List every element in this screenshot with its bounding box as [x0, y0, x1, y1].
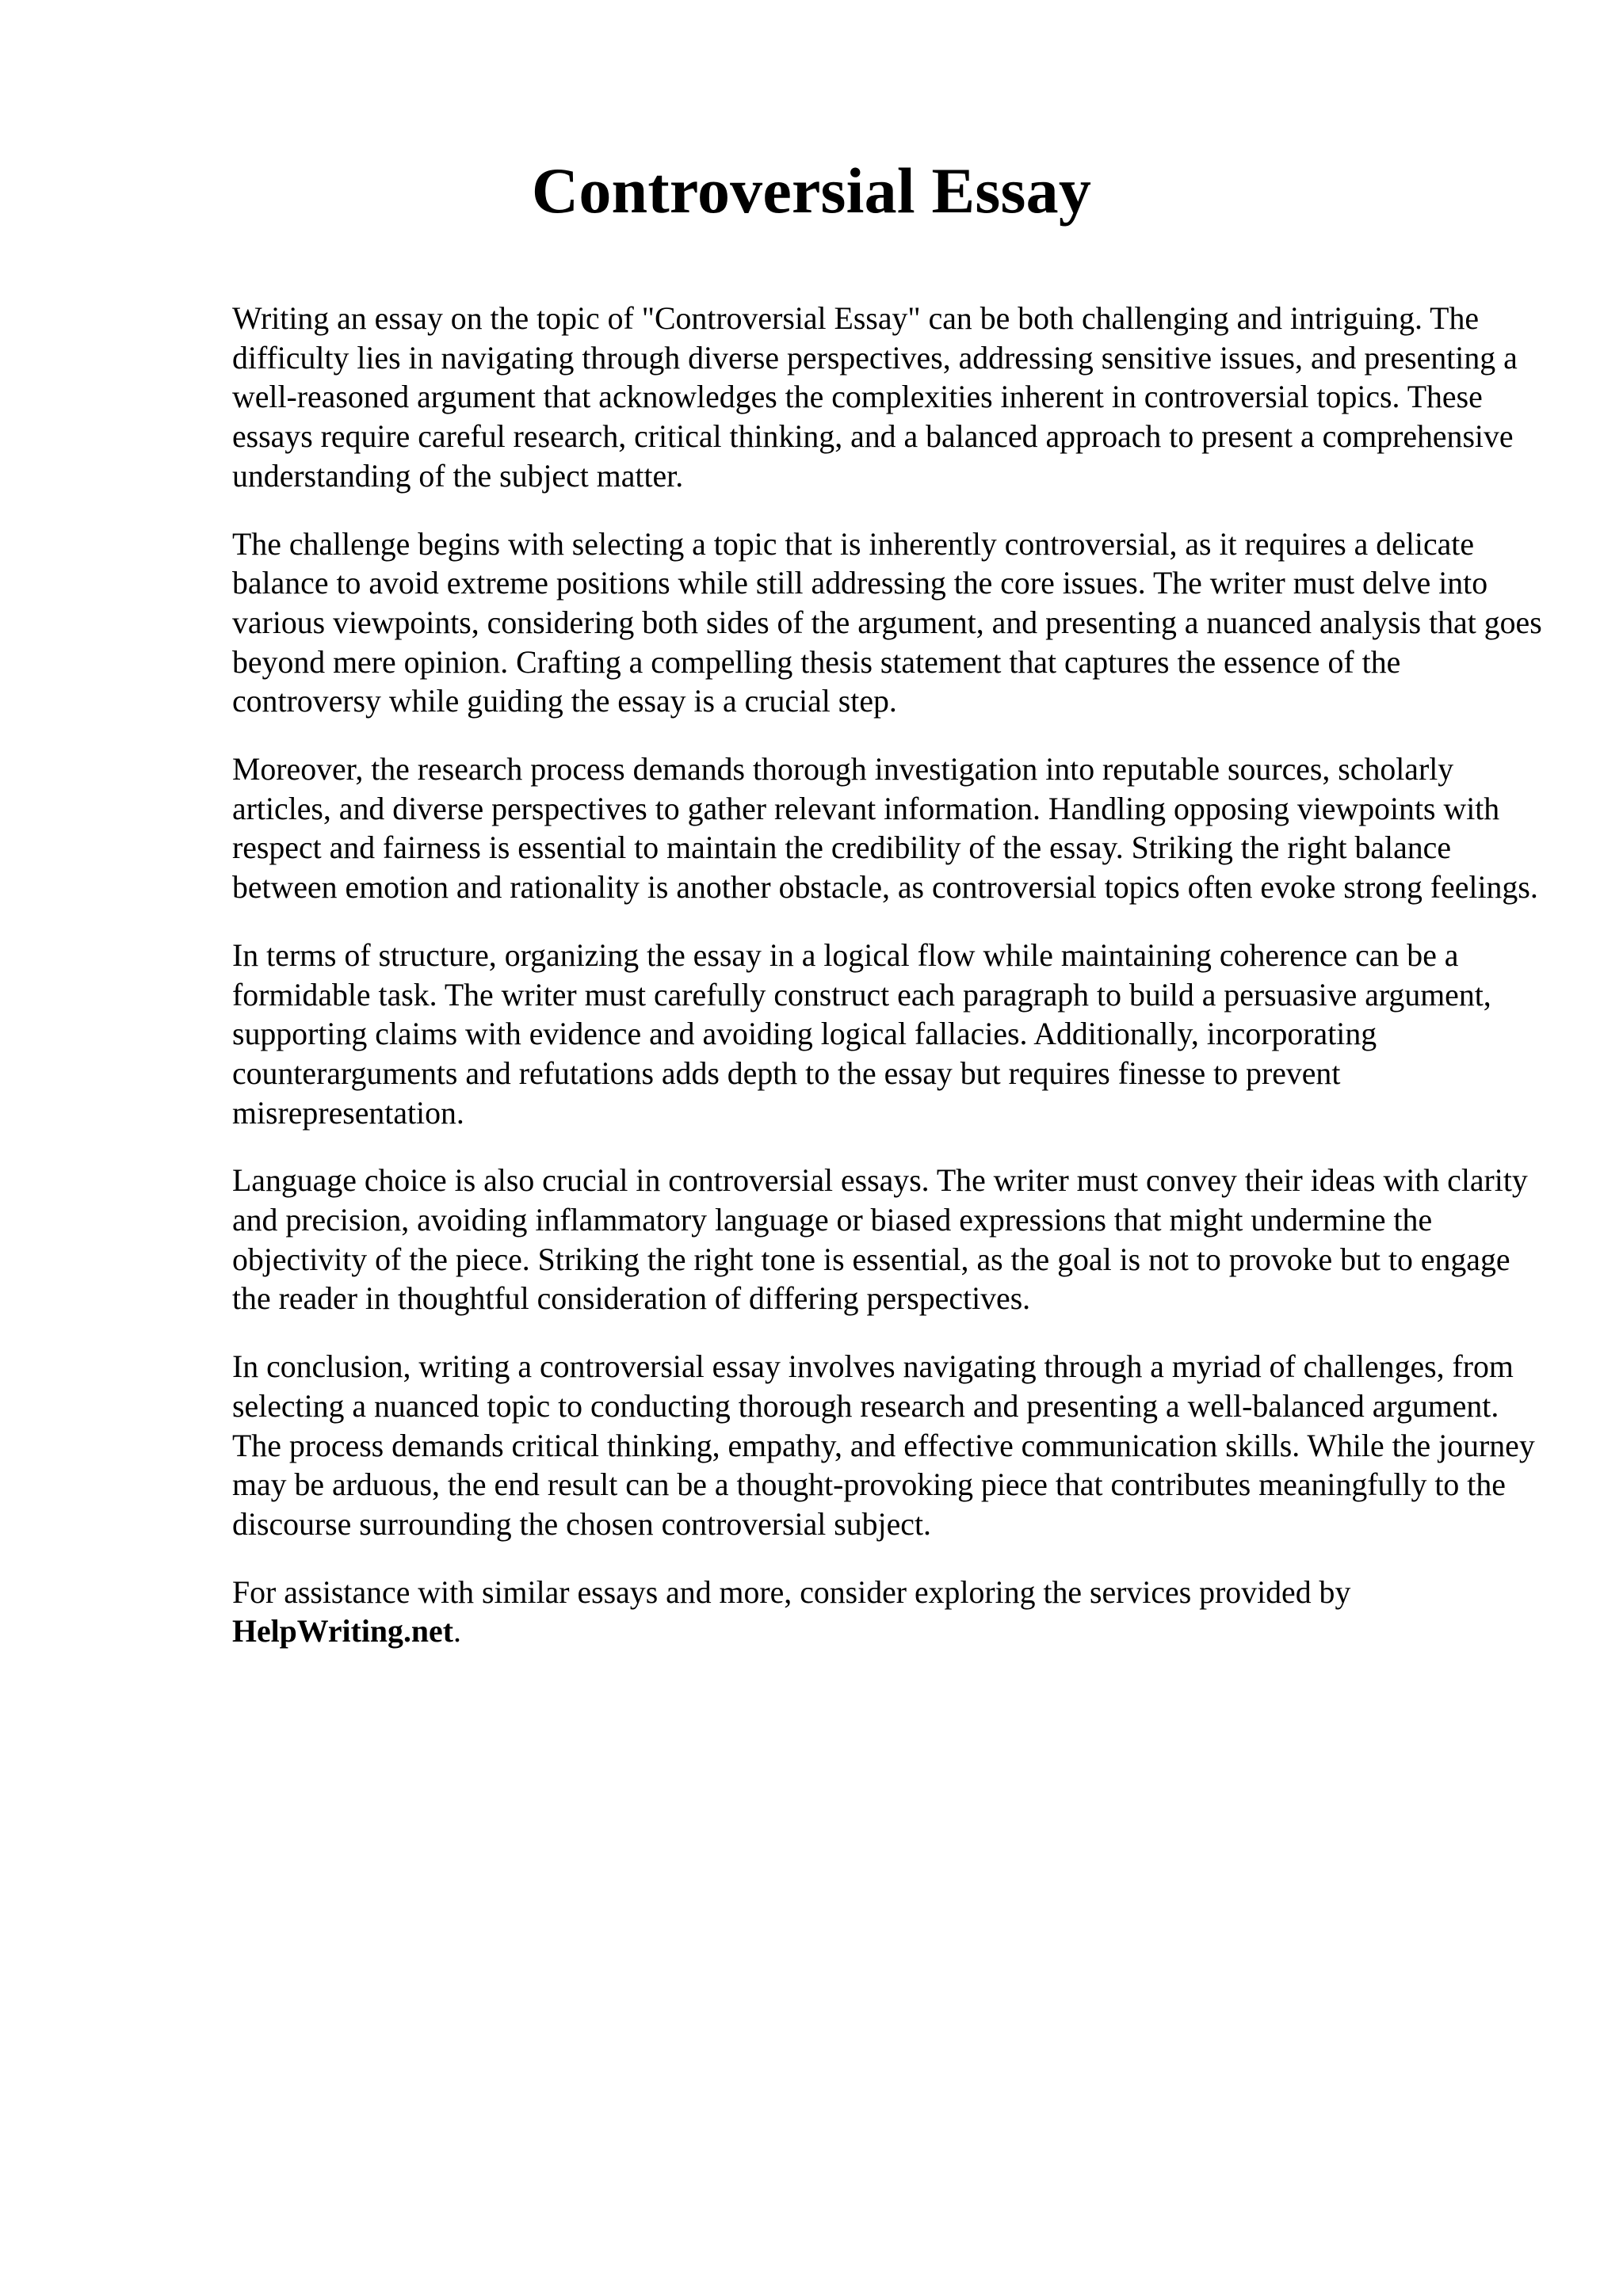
page-title: Controversial Essay — [531, 154, 1092, 227]
paragraph-5: Language choice is also crucial in controversial essays. The writer must convey their ideas with clarity and precision, avoiding inflammatory language or biased expressions that might undermine the objectivity of the piece. Striking the right tone is essential, as the goal is not to provoke but to engage the reader in thoughtful consideration of differing perspectives. — [232, 1163, 1528, 1317]
closing-suffix: . — [453, 1614, 461, 1650]
paragraph-1: Writing an essay on the topic of "Controversial Essay" can be both challenging and intriguing. The difficulty lies in navigating through diverse perspectives, addressing sensitive issues, and presenting a well-reasoned argument that acknowledges the complexities inherent in controversial topics. These essays require careful research, critical thinking, and a balanced approach to present a comprehensive understanding of the subject matter. — [232, 301, 1518, 494]
closing-paragraph — [232, 1573, 1548, 1652]
essay-body — [232, 299, 1548, 1680]
paragraph-2: The challenge begins with selecting a topic that is inherently controversial, as it requires a delicate balance to avoid extreme positions while still addressing the core issues. The writer must delve into various viewpoints, considering both sides of the argument, and presenting a nuanced analysis that goes beyond mere opinion. Crafting a compelling thesis statement that captures the essence of the controversy while guiding the essay is a crucial step. — [232, 526, 1542, 719]
paragraph-3: Moreover, the research process demands thorough investigation into reputable sources, scholarly articles, and diverse perspectives to gather relevant information. Handling opposing viewpoints with respect and fairness is essential to maintain the credibility of the essay. Striking the right balance between emotion and rationality is another obstacle, as controversial topics often evoke strong feelings. — [232, 752, 1538, 906]
closing-text: For assistance with similar essays and more, consider exploring the services provided by — [232, 1574, 1351, 1610]
paragraph-6: In conclusion, writing a controversial essay involves navigating through a myriad of challenges, from selecting a nuanced topic to conducting thorough research and presenting a well-balanced argument. The process demands critical thinking, empathy, and effective communication skills. While the journey may be arduous, the end result can be a thought-provoking piece that contributes meaningfully to the discourse surrounding the chosen controversial subject. — [232, 1349, 1535, 1542]
helpwriting-link[interactable]: HelpWriting.net — [232, 1614, 453, 1650]
paragraph-4: In terms of structure, organizing the essay in a logical flow while maintaining coherence can be a formidable task. The writer must carefully construct each paragraph to build a persuasive argument, supporting claims with evidence and avoiding logical fallacies. Additionally, incorporating counterarguments and refutations adds depth to the essay but requires finesse to prevent misrepresentation. — [232, 937, 1491, 1131]
